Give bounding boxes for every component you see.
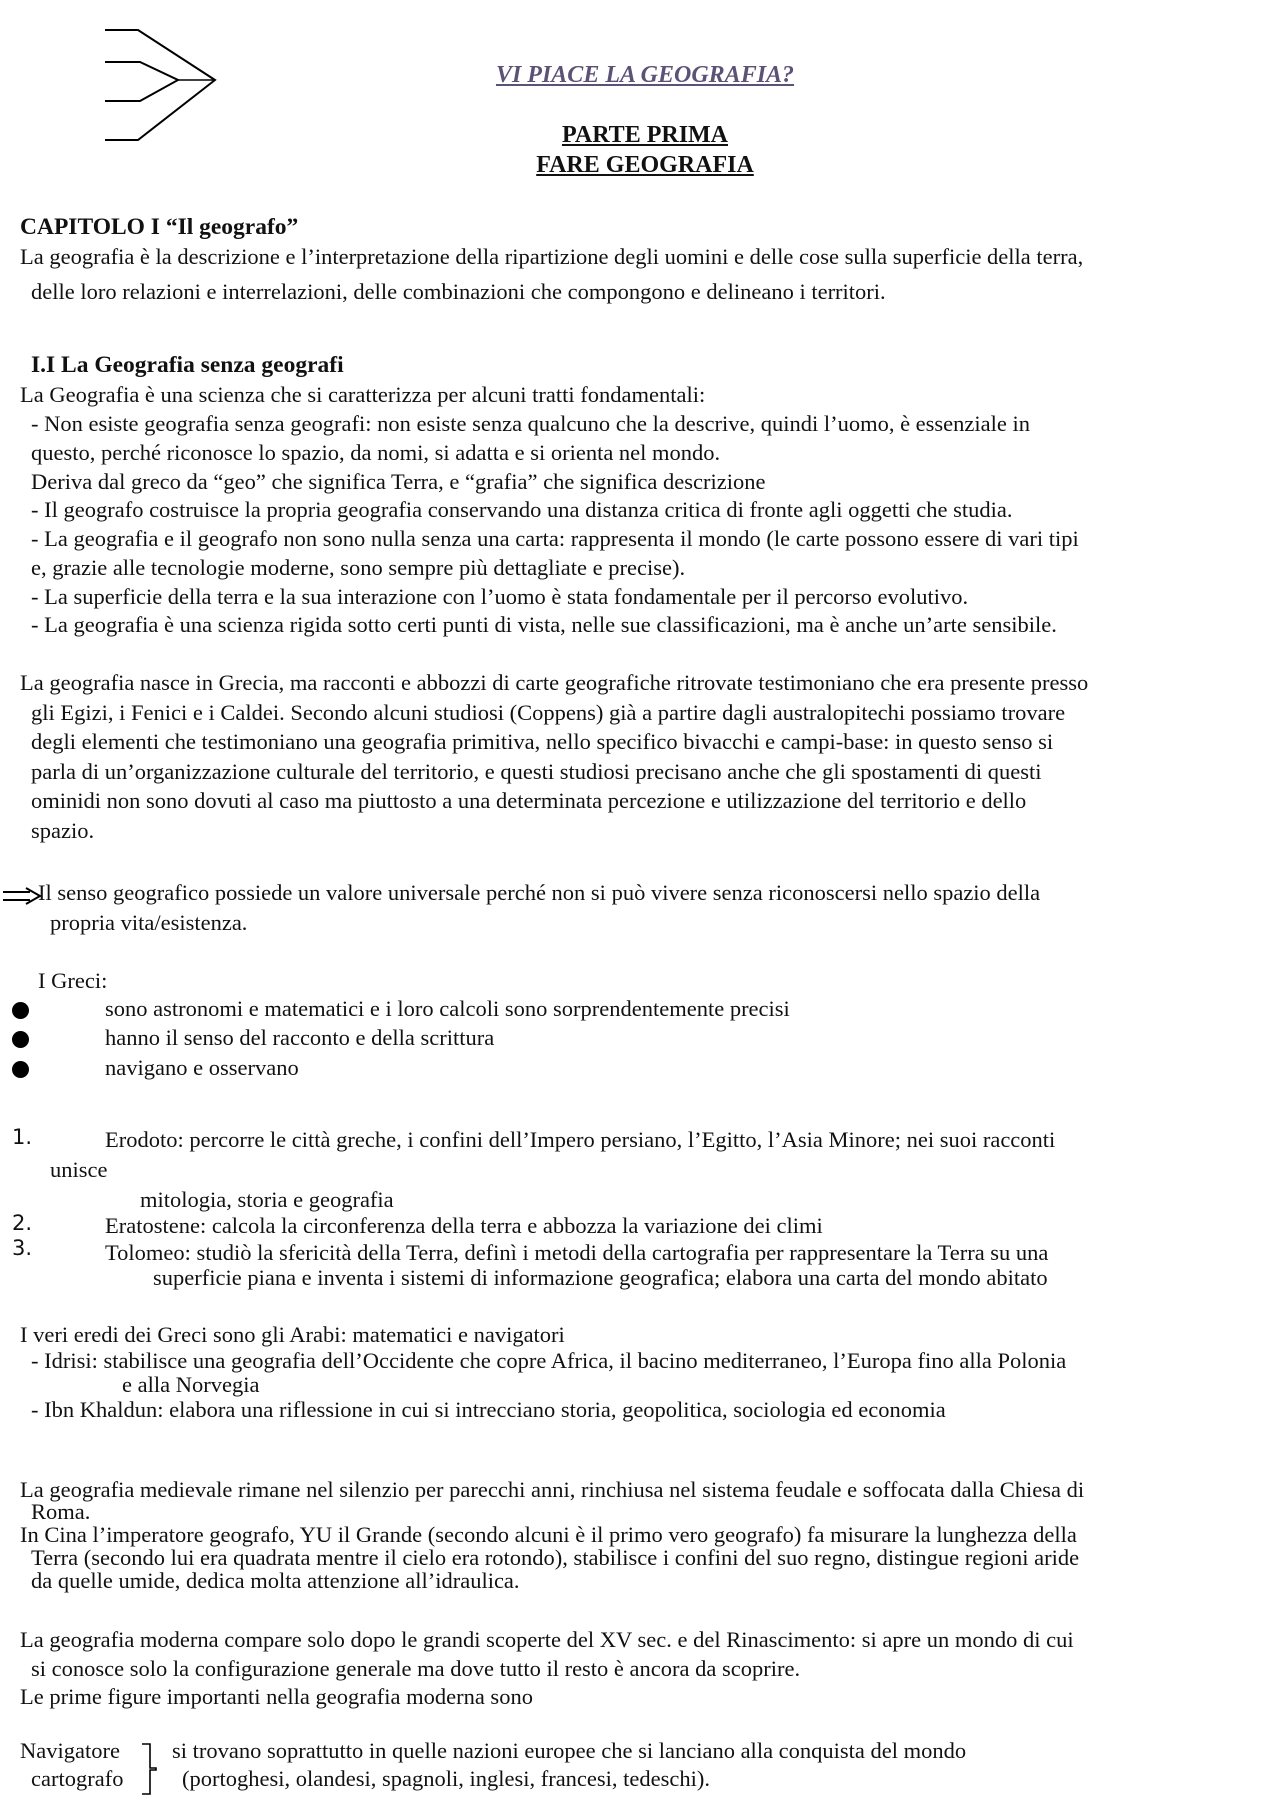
greeks-bullet: sono astronomi e matematici e i loro calcoli sono sorprendentemente precisi — [105, 996, 790, 1021]
eratostene-line: Eratostene: calcola la circonferenza della terra e abbozza la variazione dei climi — [105, 1213, 823, 1238]
origins-line: spazio. — [31, 818, 95, 843]
origins-line: parla di un’organizzazione culturale del territorio, e questi studiosi precisano anche che gli spostamenti di questi — [31, 759, 1042, 784]
greeks-heading: I Greci: — [38, 968, 108, 993]
right-brace-icon — [140, 1742, 160, 1798]
section-line: questo, perché riconosce lo spazio, da nomi, si adatta e si orienta nel mondo. — [31, 440, 721, 465]
chapter-intro-line: La geografia è la descrizione e l’interpretazione della ripartizione degli uomini e delle cose sulla superficie della terra, — [20, 244, 1084, 269]
section-line: e, grazie alle tecnologie moderne, sono sempre più dettagliate e precise). — [31, 555, 686, 580]
medieval-line: da quelle umide, dedica molta attenzione all’idraulica. — [31, 1568, 520, 1593]
modern-line: si conosce solo la configurazione generale ma dove tutto il resto è ancora da scoprire. — [31, 1656, 801, 1681]
figure-label: cartografo — [31, 1766, 124, 1791]
chapter-heading: CAPITOLO I “Il geografo” — [20, 214, 299, 240]
section-line: - La superficie della terra e la sua interazione con l’uomo è stata fondamentale per il percorso evolutivo. — [31, 584, 969, 609]
arabs-line: e alla Norvegia — [122, 1372, 260, 1397]
medieval-line: Roma. — [31, 1499, 91, 1524]
figure-label: Navigatore — [20, 1738, 120, 1763]
section-line: - Non esiste geografia senza geografi: non esiste senza qualcuno che la descrive, quindi l’uomo, è essenziale in — [31, 411, 1031, 436]
modern-line: Le prime figure importanti nella geografia moderna sono — [20, 1684, 533, 1709]
bullet-icon — [12, 1002, 29, 1019]
arabs-line: I veri eredi dei Greci sono gli Arabi: matematici e navigatori — [20, 1322, 565, 1347]
medieval-line: La geografia medievale rimane nel silenzio per parecchi anni, rinchiusa nel sistema feudale e soffocata dalla Chiesa di — [20, 1477, 1085, 1502]
medieval-line: Terra (secondo lui era quadrata mentre il cielo era rotondo), stabilisce i confini del suo regno, distingue regioni aride — [31, 1545, 1080, 1570]
section-heading: I.I La Geografia senza geografi — [31, 352, 344, 378]
figure-description: (portoghesi, olandesi, spagnoli, inglesi, francesi, tedeschi). — [182, 1766, 710, 1791]
erodoto-line: mitologia, storia e geografia — [140, 1187, 394, 1212]
bullet-icon — [12, 1031, 29, 1048]
medieval-line: In Cina l’imperatore geografo, YU il Grande (secondo alcuni è il primo vero geografo) fa misurare la lunghezza della — [20, 1522, 1077, 1547]
arabs-line: - Ibn Khaldun: elabora una riflessione in cui si intrecciano storia, geopolitica, sociologia ed economia — [31, 1397, 946, 1422]
origins-line: La geografia nasce in Grecia, ma racconti e abbozzi di carte geografiche ritrovate testimoniano che era presente presso — [20, 670, 1089, 695]
sense-line: Il senso geografico possiede un valore universale perché non si può vivere senza riconoscersi nello spazio della — [38, 880, 1041, 905]
double-arrow-icon — [2, 886, 42, 906]
greeks-bullet: hanno il senso del racconto e della scrittura — [105, 1025, 495, 1050]
list-number: 2. — [12, 1211, 33, 1235]
origins-line: gli Egizi, i Fenici e i Caldei. Secondo alcuni studiosi (Coppens) già a partire dagli australopitechi possiamo trovare — [31, 700, 1066, 725]
section-line: Deriva dal greco da “geo” che significa Terra, e “grafia” che significa descrizione — [31, 469, 766, 494]
modern-line: La geografia moderna compare solo dopo le grandi scoperte del XV sec. e del Rinascimento: si apre un mondo di cui — [20, 1627, 1074, 1652]
section-line: La Geografia è una scienza che si caratterizza per alcuni tratti fondamentali: — [20, 382, 706, 407]
erodoto-line: unisce — [50, 1157, 108, 1182]
section-line: - La geografia e il geografo non sono nulla senza una carta: rappresenta il mondo (le carte possono essere di vari tipi — [31, 526, 1079, 551]
tolomeo-line: superficie piana e inventa i sistemi di informazione geografica; elabora una carta del mondo abitato — [153, 1265, 1048, 1290]
greeks-bullet: navigano e osservano — [105, 1055, 299, 1080]
part-subtitle: FARE GEOGRAFIA — [536, 152, 754, 178]
arabs-line: - Idrisi: stabilisce una geografia dell’Occidente che copre Africa, il bacino mediterraneo, l’Europa fino alla Polonia — [31, 1348, 1067, 1373]
figure-description: si trovano soprattutto in quelle nazioni europee che si lanciano alla conquista del mondo — [172, 1738, 967, 1763]
chapter-intro-line: delle loro relazioni e interrelazioni, delle combinazioni che compongono e delineano i territori. — [31, 279, 886, 304]
part-heading: PARTE PRIMA — [561, 122, 729, 148]
origins-line: degli elementi che testimoniano una geografia primitiva, nello specifico bivacchi e campi-base: in questo senso si — [31, 729, 1054, 754]
erodoto-line: Erodoto: percorre le città greche, i confini dell’Impero persiano, l’Egitto, l’Asia Minore; nei suoi racconti — [105, 1127, 1056, 1152]
origins-line: ominidi non sono dovuti al caso ma piuttosto a una determinata percezione e utilizzazione del territorio e dello — [31, 788, 1027, 813]
section-line: - Il geografo costruisce la propria geografia conservando una distanza critica di fronte agli oggetti che studia. — [31, 497, 1013, 522]
bullet-icon — [12, 1061, 29, 1078]
list-number: 1. — [12, 1125, 33, 1149]
document-title: VI PIACE LA GEOGRAFIA? — [495, 62, 795, 88]
sense-line: propria vita/esistenza. — [50, 910, 248, 935]
tolomeo-line: Tolomeo: studiò la sfericità della Terra, definì i metodi della cartografia per rappresentare la Terra su una — [105, 1240, 1049, 1265]
section-line: - La geografia è una scienza rigida sotto certi punti di vista, nelle sue classificazioni, ma è anche un’arte sensibile. — [31, 612, 1057, 637]
list-number: 3. — [12, 1236, 33, 1260]
